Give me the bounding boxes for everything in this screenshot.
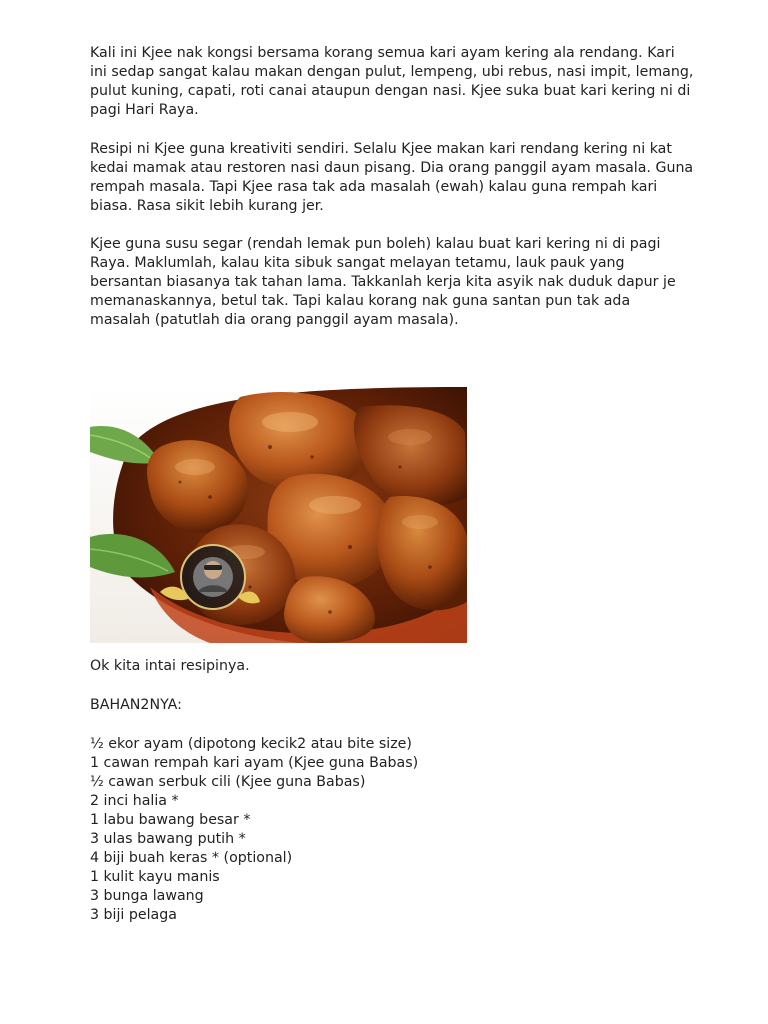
paragraph-intro <box>90 44 694 120</box>
text-line: masalah (patutlah dia orang panggil ayam masala). <box>90 312 459 328</box>
text-line: ini sedap sangat kalau makan dengan pulut, lempeng, ubi rebus, nasi impit, lemang, <box>90 64 694 80</box>
ingredient-item: 2 inci halia * <box>90 793 179 809</box>
ingredient-item: 3 ulas bawang putih * <box>90 831 246 847</box>
ingredient-item: ½ ekor ayam (dipotong kecik2 atau bite size) <box>90 736 412 752</box>
ingredient-item: 4 biji buah keras * (optional) <box>90 850 293 866</box>
paragraph-milk-note <box>90 235 690 330</box>
text-line: biasa. Rasa sikit lebih kurang jer. <box>90 198 324 214</box>
paragraph-recipe-origin <box>90 140 694 216</box>
ingredient-item: 1 cawan rempah kari ayam (Kjee guna Babas) <box>90 755 419 771</box>
ingredients-list <box>90 735 418 925</box>
text-line: rempah masala. Tapi Kjee rasa tak ada masalah (ewah) kalau guna rempah kari <box>90 179 658 195</box>
ingredient-item: ½ cawan serbuk cili (Kjee guna Babas) <box>90 774 366 790</box>
text-line: Kali ini Kjee nak kongsi bersama korang semua kari ayam kering ala rendang. Kari <box>90 45 675 61</box>
text-line: pulut kuning, capati, roti canai ataupun dengan nasi. Kjee suka buat kari kering ni di <box>90 83 691 99</box>
ingredient-item: 3 biji pelaga <box>90 907 177 923</box>
ingredient-item: 3 bunga lawang <box>90 888 204 904</box>
ingredient-item: 1 kulit kayu manis <box>90 869 220 885</box>
text-line: memanaskannya, betul tak. Tapi kalau korang nak guna santan pun tak ada <box>90 293 631 309</box>
text-line: pagi Hari Raya. <box>90 102 199 118</box>
intro-line: Ok kita intai resipinya. <box>90 658 250 674</box>
ingredients-heading: BAHAN2NYA: <box>90 697 182 713</box>
text-line: bersantan biasanya tak tahan lama. Takkanlah kerja kita asyik nak duduk dapur je <box>90 274 676 290</box>
curry-chicken-photo <box>90 387 467 643</box>
text-line: Resipi ni Kjee guna kreativiti sendiri. Selalu Kjee makan kari rendang kering ni kat <box>90 141 672 157</box>
text-line: Kjee guna susu segar (rendah lemak pun boleh) kalau buat kari kering ni di pagi <box>90 236 661 252</box>
text-line: Raya. Maklumlah, kalau kita sibuk sangat melayan tetamu, lauk pauk yang <box>90 255 625 271</box>
ingredient-item: 1 labu bawang besar * <box>90 812 251 828</box>
text-line: kedai mamak atau restoren nasi daun pisang. Dia orang panggil ayam masala. Guna <box>90 160 694 176</box>
